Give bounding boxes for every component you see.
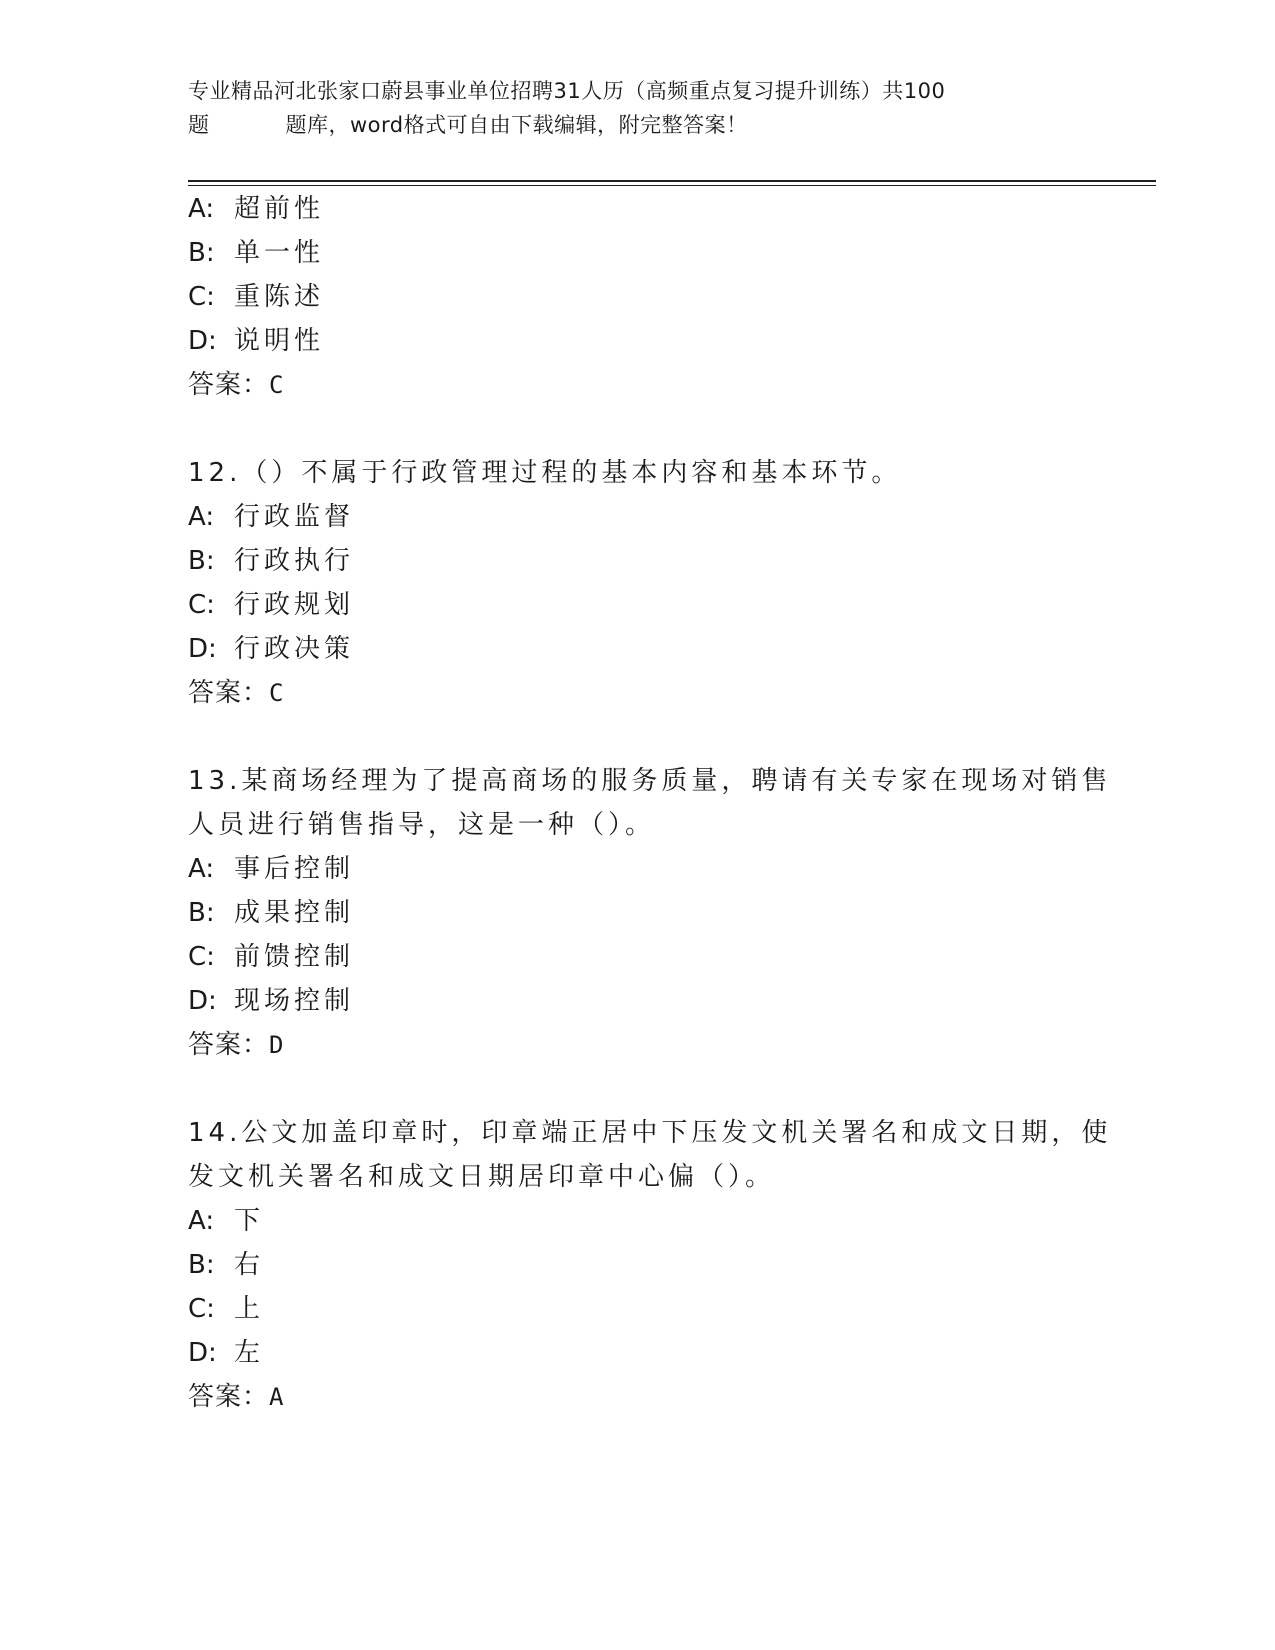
option-letter: C: xyxy=(188,1294,215,1324)
answer-label: 答案： xyxy=(188,678,270,708)
option-letter: C: xyxy=(188,282,215,312)
answer-value: C xyxy=(269,371,285,399)
answer-label: 答案： xyxy=(188,370,270,400)
header-divider-thick xyxy=(188,180,1156,182)
option-12-d xyxy=(188,632,354,666)
option-text: 事后控制 xyxy=(234,854,355,884)
option-letter: D: xyxy=(188,634,217,664)
option-13-c xyxy=(188,940,354,974)
header-divider-thin xyxy=(188,185,1156,186)
answer-14 xyxy=(188,1380,284,1414)
option-text: 前馈控制 xyxy=(234,942,355,972)
option-letter: B: xyxy=(188,238,215,268)
option-text: 现场控制 xyxy=(234,986,355,1016)
option-text: 下 xyxy=(234,1206,265,1236)
option-text: 行政执行 xyxy=(234,546,355,576)
document-header xyxy=(188,74,1068,142)
option-letter: D: xyxy=(188,986,217,1016)
question-12-stem: 12.（）不属于行政管理过程的基本内容和基本环节。 xyxy=(188,458,902,488)
header-title-line2 xyxy=(188,108,1068,142)
answer-value: A xyxy=(269,1383,285,1411)
option-12-c xyxy=(188,588,354,622)
header-line2-left: 题 xyxy=(188,113,210,137)
answer-label: 答案： xyxy=(188,1030,270,1060)
option-letter: C: xyxy=(188,590,215,620)
option-prev-d xyxy=(188,324,324,358)
answer-value: D xyxy=(269,1031,285,1059)
option-12-a xyxy=(188,500,354,534)
answer-prev xyxy=(188,368,284,402)
header-line2-right: 题库，word格式可自由下载编辑，附完整答案！ xyxy=(285,113,748,137)
option-13-a xyxy=(188,852,354,886)
answer-13 xyxy=(188,1028,284,1062)
option-text: 超前性 xyxy=(234,194,325,224)
answer-label: 答案： xyxy=(188,1382,270,1412)
option-text: 成果控制 xyxy=(234,898,355,928)
option-text: 说明性 xyxy=(234,326,325,356)
option-text: 行政规划 xyxy=(234,590,355,620)
option-text: 左 xyxy=(234,1338,265,1368)
option-text: 行政决策 xyxy=(234,634,355,664)
option-prev-b xyxy=(188,236,324,270)
option-12-b xyxy=(188,544,354,578)
answer-12 xyxy=(188,676,284,710)
option-text: 右 xyxy=(234,1250,265,1280)
option-13-d xyxy=(188,984,354,1018)
option-letter: A: xyxy=(188,1206,215,1236)
option-letter: A: xyxy=(188,502,215,532)
option-letter: B: xyxy=(188,898,215,928)
option-text: 上 xyxy=(234,1294,265,1324)
option-prev-c xyxy=(188,280,324,314)
option-14-c xyxy=(188,1292,264,1326)
option-letter: D: xyxy=(188,326,217,356)
option-text: 行政监督 xyxy=(234,502,355,532)
question-13-stem-line1: 13.某商场经理为了提高商场的服务质量，聘请有关专家在现场对销售 xyxy=(188,766,1112,796)
option-letter: A: xyxy=(188,854,215,884)
option-text: 单一性 xyxy=(234,238,325,268)
header-title-line1: 专业精品河北张家口蔚县事业单位招聘31人历（高频重点复习提升训练）共100 xyxy=(188,79,946,103)
question-14-stem-line2: 发文机关署名和成文日期居印章中心偏（）。 xyxy=(188,1162,776,1192)
option-letter: D: xyxy=(188,1338,217,1368)
option-prev-a xyxy=(188,192,324,226)
header-spacer xyxy=(210,108,286,142)
question-14-stem-line1: 14.公文加盖印章时，印章端正居中下压发文机关署名和成文日期，使 xyxy=(188,1118,1112,1148)
option-14-d xyxy=(188,1336,264,1370)
question-13-stem-line2: 人员进行销售指导，这是一种（）。 xyxy=(188,810,656,840)
option-letter: B: xyxy=(188,1250,215,1280)
option-14-a xyxy=(188,1204,264,1238)
option-13-b xyxy=(188,896,354,930)
option-letter: C: xyxy=(188,942,215,972)
option-14-b xyxy=(188,1248,264,1282)
option-text: 重陈述 xyxy=(234,282,325,312)
option-letter: A: xyxy=(188,194,215,224)
answer-value: C xyxy=(269,679,285,707)
option-letter: B: xyxy=(188,546,215,576)
